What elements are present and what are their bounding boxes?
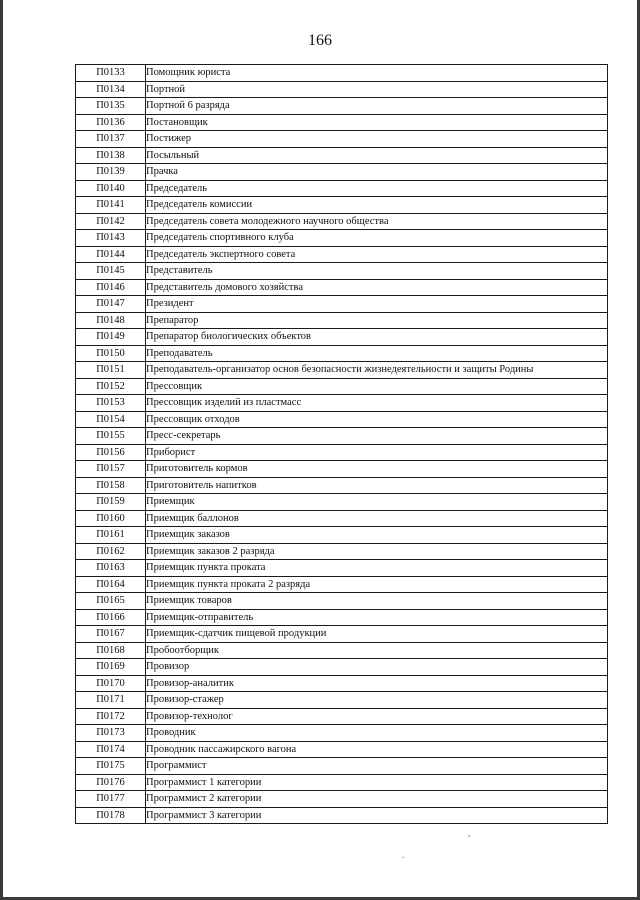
table-row	[76, 444, 608, 461]
occupation-title: Постановщик	[146, 114, 608, 131]
occupation-code: П0147	[76, 296, 146, 313]
table-row	[76, 807, 608, 824]
table-row	[76, 609, 608, 626]
occupation-code: П0161	[76, 527, 146, 544]
occupation-title: Приборист	[146, 444, 608, 461]
table-row	[76, 560, 608, 577]
occupation-code: П0171	[76, 692, 146, 709]
occupation-code: П0177	[76, 791, 146, 808]
occupation-code: П0141	[76, 197, 146, 214]
occupation-title: Программист 3 категории	[146, 807, 608, 824]
occupation-title: Помощник юриста	[146, 65, 608, 82]
occupation-title: Проводник	[146, 725, 608, 742]
occupation-title: Приготовитель напитков	[146, 477, 608, 494]
occupation-code: П0154	[76, 411, 146, 428]
table-row	[76, 659, 608, 676]
occupation-title: Проводник пассажирского вагона	[146, 741, 608, 758]
table-row	[76, 527, 608, 544]
table-row	[76, 312, 608, 329]
occupation-code: П0133	[76, 65, 146, 82]
table-row	[76, 774, 608, 791]
table-row	[76, 279, 608, 296]
table-row	[76, 576, 608, 593]
table-row	[76, 692, 608, 709]
occupation-title: Председатель	[146, 180, 608, 197]
occupation-title: Прессовщик отходов	[146, 411, 608, 428]
occupation-code: П0135	[76, 98, 146, 115]
occupation-title: Пресс-секретарь	[146, 428, 608, 445]
occupation-title: Председатель экспертного совета	[146, 246, 608, 263]
table-row	[76, 725, 608, 742]
table-row	[76, 461, 608, 478]
table-row	[76, 98, 608, 115]
occupation-code: П0134	[76, 81, 146, 98]
occupation-code: П0160	[76, 510, 146, 527]
occupation-title: Приемщик пункта проката	[146, 560, 608, 577]
occupation-code: П0173	[76, 725, 146, 742]
occupation-code: П0170	[76, 675, 146, 692]
occupation-code: П0138	[76, 147, 146, 164]
table-row	[76, 477, 608, 494]
occupation-code: П0149	[76, 329, 146, 346]
occupation-title: Программист 2 категории	[146, 791, 608, 808]
occupation-title: Провизор-технолог	[146, 708, 608, 725]
occupation-code: П0166	[76, 609, 146, 626]
table-row	[76, 114, 608, 131]
table-row	[76, 180, 608, 197]
occupation-title: Приготовитель кормов	[146, 461, 608, 478]
table-row	[76, 213, 608, 230]
table-body	[76, 65, 608, 824]
occupation-code: П0167	[76, 626, 146, 643]
occupation-code: П0144	[76, 246, 146, 263]
table-row	[76, 81, 608, 98]
occupation-title: Препаратор	[146, 312, 608, 329]
occupation-title: Президент	[146, 296, 608, 313]
occupation-code: П0139	[76, 164, 146, 181]
table-row	[76, 329, 608, 346]
occupation-title: Преподаватель	[146, 345, 608, 362]
table-row	[76, 395, 608, 412]
occupation-title: Приемщик товаров	[146, 593, 608, 610]
occupation-code: П0152	[76, 378, 146, 395]
occupation-title: Провизор-аналитик	[146, 675, 608, 692]
table-row	[76, 230, 608, 247]
table-row	[76, 411, 608, 428]
occupation-code: П0140	[76, 180, 146, 197]
occupation-title: Посыльный	[146, 147, 608, 164]
occupation-code: П0172	[76, 708, 146, 725]
table-row	[76, 147, 608, 164]
occupation-title: Прачка	[146, 164, 608, 181]
occupation-title: Провизор	[146, 659, 608, 676]
occupation-code: П0175	[76, 758, 146, 775]
occupation-title: Пробоотборщик	[146, 642, 608, 659]
table-row	[76, 428, 608, 445]
occupation-code: П0178	[76, 807, 146, 824]
occupation-code: П0150	[76, 345, 146, 362]
table-row	[76, 642, 608, 659]
occupation-title: Постижер	[146, 131, 608, 148]
table-row	[76, 758, 608, 775]
occupation-title: Приемщик пункта проката 2 разряда	[146, 576, 608, 593]
occupation-code: П0169	[76, 659, 146, 676]
occupation-code: П0174	[76, 741, 146, 758]
occupation-code: П0148	[76, 312, 146, 329]
occupation-title: Приемщик баллонов	[146, 510, 608, 527]
occupation-title: Препаратор биологических объектов	[146, 329, 608, 346]
table-row	[76, 791, 608, 808]
occupation-title: Портной	[146, 81, 608, 98]
table-row	[76, 741, 608, 758]
occupation-title: Председатель совета молодежного научного общества	[146, 213, 608, 230]
occupation-title: Приемщик	[146, 494, 608, 511]
table-row	[76, 296, 608, 313]
table-row	[76, 131, 608, 148]
occupation-title: Преподаватель-организатор основ безопасности жизнедеятельности и защиты Родины	[146, 362, 608, 379]
occupation-code: П0162	[76, 543, 146, 560]
occupation-title: Представитель домового хозяйства	[146, 279, 608, 296]
table-row	[76, 543, 608, 560]
occupation-code: П0163	[76, 560, 146, 577]
table-row	[76, 494, 608, 511]
occupation-title: Приемщик-сдатчик пищевой продукции	[146, 626, 608, 643]
table-row	[76, 675, 608, 692]
occupation-code: П0157	[76, 461, 146, 478]
scan-speck: .	[402, 850, 405, 860]
occupation-code: П0151	[76, 362, 146, 379]
occupation-title: Приемщик-отправитель	[146, 609, 608, 626]
occupation-code-table	[75, 64, 608, 824]
occupation-title: Председатель спортивного клуба	[146, 230, 608, 247]
table-row	[76, 378, 608, 395]
occupation-title: Прессовщик	[146, 378, 608, 395]
occupation-code: П0146	[76, 279, 146, 296]
table-row	[76, 345, 608, 362]
occupation-code: П0136	[76, 114, 146, 131]
occupation-title: Прессовщик изделий из пластмасс	[146, 395, 608, 412]
occupation-code: П0143	[76, 230, 146, 247]
table-row	[76, 197, 608, 214]
occupation-code: П0142	[76, 213, 146, 230]
table-row	[76, 362, 608, 379]
occupation-title: Программист	[146, 758, 608, 775]
occupation-code: П0153	[76, 395, 146, 412]
table-row	[76, 626, 608, 643]
scan-speck: ,	[468, 828, 471, 838]
occupation-title: Портной 6 разряда	[146, 98, 608, 115]
occupation-title: Представитель	[146, 263, 608, 280]
occupation-title: Приемщик заказов 2 разряда	[146, 543, 608, 560]
table-row	[76, 708, 608, 725]
occupation-code: П0137	[76, 131, 146, 148]
occupation-code: П0156	[76, 444, 146, 461]
table-row	[76, 246, 608, 263]
occupation-title: Приемщик заказов	[146, 527, 608, 544]
table-row	[76, 593, 608, 610]
occupation-code: П0165	[76, 593, 146, 610]
table-row	[76, 65, 608, 82]
occupation-title: Провизор-стажер	[146, 692, 608, 709]
occupation-code: П0155	[76, 428, 146, 445]
occupation-title: Председатель комиссии	[146, 197, 608, 214]
occupation-code: П0158	[76, 477, 146, 494]
page-number: 166	[308, 32, 332, 49]
occupation-code: П0159	[76, 494, 146, 511]
occupation-title: Программист 1 категории	[146, 774, 608, 791]
occupation-code: П0145	[76, 263, 146, 280]
table-row	[76, 263, 608, 280]
table-row	[76, 510, 608, 527]
occupation-code: П0164	[76, 576, 146, 593]
occupation-code: П0176	[76, 774, 146, 791]
occupation-code: П0168	[76, 642, 146, 659]
table-row	[76, 164, 608, 181]
